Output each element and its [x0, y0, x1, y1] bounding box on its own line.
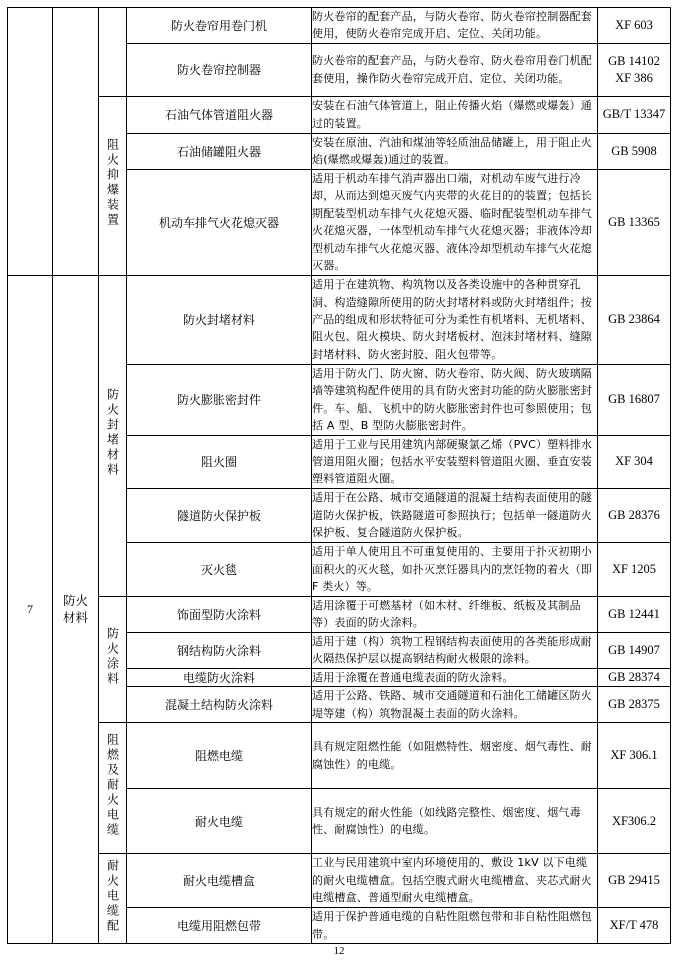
product-name: 隧道防火保护板 — [127, 488, 312, 542]
product-description: 适用于在公路、城市交通隧道的混凝土结构表面使用的隧道防火保护板，铁路隧道可参照执行；包括单一隧道防火保护板、复合隧道防火保护板。 — [312, 488, 598, 542]
product-description: 安装在原油、汽油和煤油等轻质油品储罐上，用于阻止火焰(爆燃或爆轰)通过的装置。 — [312, 133, 598, 169]
product-name: 防火封堵材料 — [127, 275, 312, 364]
product-name: 电缆用阻燃包带 — [127, 908, 312, 944]
group-label-text: 防火涂料 — [105, 626, 120, 687]
product-description: 适用于保护普通电缆的自粘性阻燃包带和非自粘性阻燃包带。 — [312, 908, 598, 944]
standards-table — [7, 7, 671, 944]
product-name: 防火卷帘控制器 — [127, 43, 312, 96]
product-description: 适用于公路、铁路、城市交通隧道和石油化工储罐区防火堤等建（构）筑物混凝土表面的防火涂料。 — [312, 687, 598, 723]
standard-code: GB/T 13347 — [598, 96, 671, 133]
standard-code: GB 28376 — [598, 488, 671, 542]
product-name: 防火膨胀密封件 — [127, 364, 312, 435]
page-number: 12 — [333, 945, 345, 957]
product-name: 电缆防火涂料 — [127, 668, 312, 686]
product-name: 阻火圈 — [127, 435, 312, 488]
product-name: 耐火电缆槽盒 — [127, 854, 312, 908]
product-name: 饰面型防火涂料 — [127, 596, 312, 632]
standard-code: XF 1205 — [598, 542, 671, 596]
product-name: 钢结构防火涂料 — [127, 632, 312, 668]
table-row — [8, 275, 671, 364]
product-description: 安装在石油气体管道上，阻止传播火焰（爆燃或爆轰）通过的装置。 — [312, 96, 598, 133]
product-name: 耐火电缆 — [127, 789, 312, 854]
group-label-sealing — [99, 275, 127, 596]
empty-group-cell — [99, 8, 127, 97]
product-description: 具有规定阻燃性能（如阻燃特性、烟密度、烟气毒性、耐腐蚀性）的电缆。 — [312, 723, 598, 789]
empty-category-cell — [53, 8, 99, 276]
standard-code: XF/T 478 — [598, 908, 671, 944]
category-label — [53, 275, 99, 943]
standard-code: GB 13365 — [598, 169, 671, 275]
standard-code: GB 12441 — [598, 596, 671, 632]
product-name: 石油储罐阻火器 — [127, 133, 312, 169]
category-text: 防火材料 — [62, 593, 88, 626]
table-row — [8, 96, 671, 133]
standard-code: GB 23864 — [598, 275, 671, 364]
table-row — [8, 8, 671, 44]
product-description: 工业与民用建筑中室内环境使用的、敷设 1kV 以下电缆的耐火电缆槽盒。包括空腹式耐火电缆槽盒、夹芯式耐火电缆槽盒、普通型耐火电缆槽盒。 — [312, 854, 598, 908]
group-label-cable-accessory — [99, 854, 127, 944]
standard-code: GB 29415 — [598, 854, 671, 908]
standard-code: XF 603 — [598, 8, 671, 44]
product-description: 适用于防火门、防火窗、防火卷帘、防火阀、防火玻璃隔墙等建筑构配件使用的具有防火密封功能的防火膨胀密封件。车、船、飞机中的防火膨胀密封件也可参照使用；包括 A 型、B 型防火膨胀密封件。 — [312, 364, 598, 435]
product-description: 适用于建（构）筑物工程钢结构表面使用的各类能形成耐火隔热保护层以提高钢结构耐火极限的涂料。 — [312, 632, 598, 668]
product-description: 适用于单人使用且不可重复使用的、主要用于扑灭初期小面积火的灭火毯，如扑灭烹饪器具内的烹饪物的着火（即 F 类火）等。 — [312, 542, 598, 596]
product-name: 防火卷帘用卷门机 — [127, 8, 312, 44]
standard-code: GB 16807 — [598, 364, 671, 435]
product-description: 防火卷帘的配套产品，与防火卷帘、防火卷帘控制器配套使用，使防火卷帘完成开启、定位、关闭功能。 — [312, 8, 598, 44]
product-name: 阻燃电缆 — [127, 723, 312, 789]
group-label-text: 防火封堵材料 — [105, 388, 120, 479]
product-description: 适用于在建筑物、构筑物以及各类设施中的各种贯穿孔洞、构造缝隙所使用的防火封堵材料或防火封堵组件；按产品的组成和形状特征可分为柔性有机堵料、无机堵料、阻火包、阻火模块、防火封堵板材、泡沫封堵材料、缝隙封堵材料、防火密封胶、阻火包带等。 — [312, 275, 598, 364]
product-description: 适用于机动车排气消声器出口端，对机动车废气进行冷却，从而达到熄灭废气内夹带的火花目的的装置；包括长期配装型机动车排气火花熄灭器、临时配装型机动车排气火花熄灭器，一体型机动车排气火花熄灭器；非液体冷却型机动车排气火花熄灭器、液体冷却型机动车排气火花熄灭器。 — [312, 169, 598, 275]
product-description: 适用于涂覆在普通电缆表面的防火涂料。 — [312, 668, 598, 686]
table-row — [8, 854, 671, 908]
standard-code: GB 28375 — [598, 687, 671, 723]
standard-code: XF 304 — [598, 435, 671, 488]
standard-code: GB 5908 — [598, 133, 671, 169]
table-row — [8, 596, 671, 632]
group-label-coating — [99, 596, 127, 722]
group-label-arrester — [99, 96, 127, 275]
standard-code: GB 28374 — [598, 668, 671, 686]
standard-code: GB 14907 — [598, 632, 671, 668]
standard-code: XF306.2 — [598, 789, 671, 854]
standard-code: XF 306.1 — [598, 723, 671, 789]
product-name: 机动车排气火花熄灭器 — [127, 169, 312, 275]
group-label-text: 阻燃及耐火电缆 — [105, 733, 120, 839]
row-number: 7 — [8, 275, 53, 943]
group-label-cable — [99, 723, 127, 854]
product-description: 适用涂覆于可燃基材（如木材、纤维板、纸板及其制品等）表面的防火涂料。 — [312, 596, 598, 632]
table-row — [8, 723, 671, 789]
product-description: 具有规定的耐火性能（如线路完整性、烟密度、烟气毒性、耐腐蚀性）的电缆。 — [312, 789, 598, 854]
standard-code: GB 14102 XF 386 — [598, 43, 671, 96]
empty-number-cell — [8, 8, 53, 276]
product-name: 混凝土结构防火涂料 — [127, 687, 312, 723]
product-description: 适用于工业与民用建筑内部硬聚氯乙烯（PVC）塑料排水管道用阻火圈；包括水平安装塑料管道阻火圈、垂直安装塑料管道阻火圈。 — [312, 435, 598, 488]
group-label-text: 阻火抑爆装置 — [105, 138, 120, 229]
product-name: 灭火毯 — [127, 542, 312, 596]
group-label-text: 耐火电缆配 — [105, 858, 120, 934]
product-description: 防火卷帘的配套产品，与防火卷帘、防火卷帘用卷门机配套使用，操作防火卷帘完成开启、定位、关闭功能。 — [312, 43, 598, 96]
product-name: 石油气体管道阻火器 — [127, 96, 312, 133]
